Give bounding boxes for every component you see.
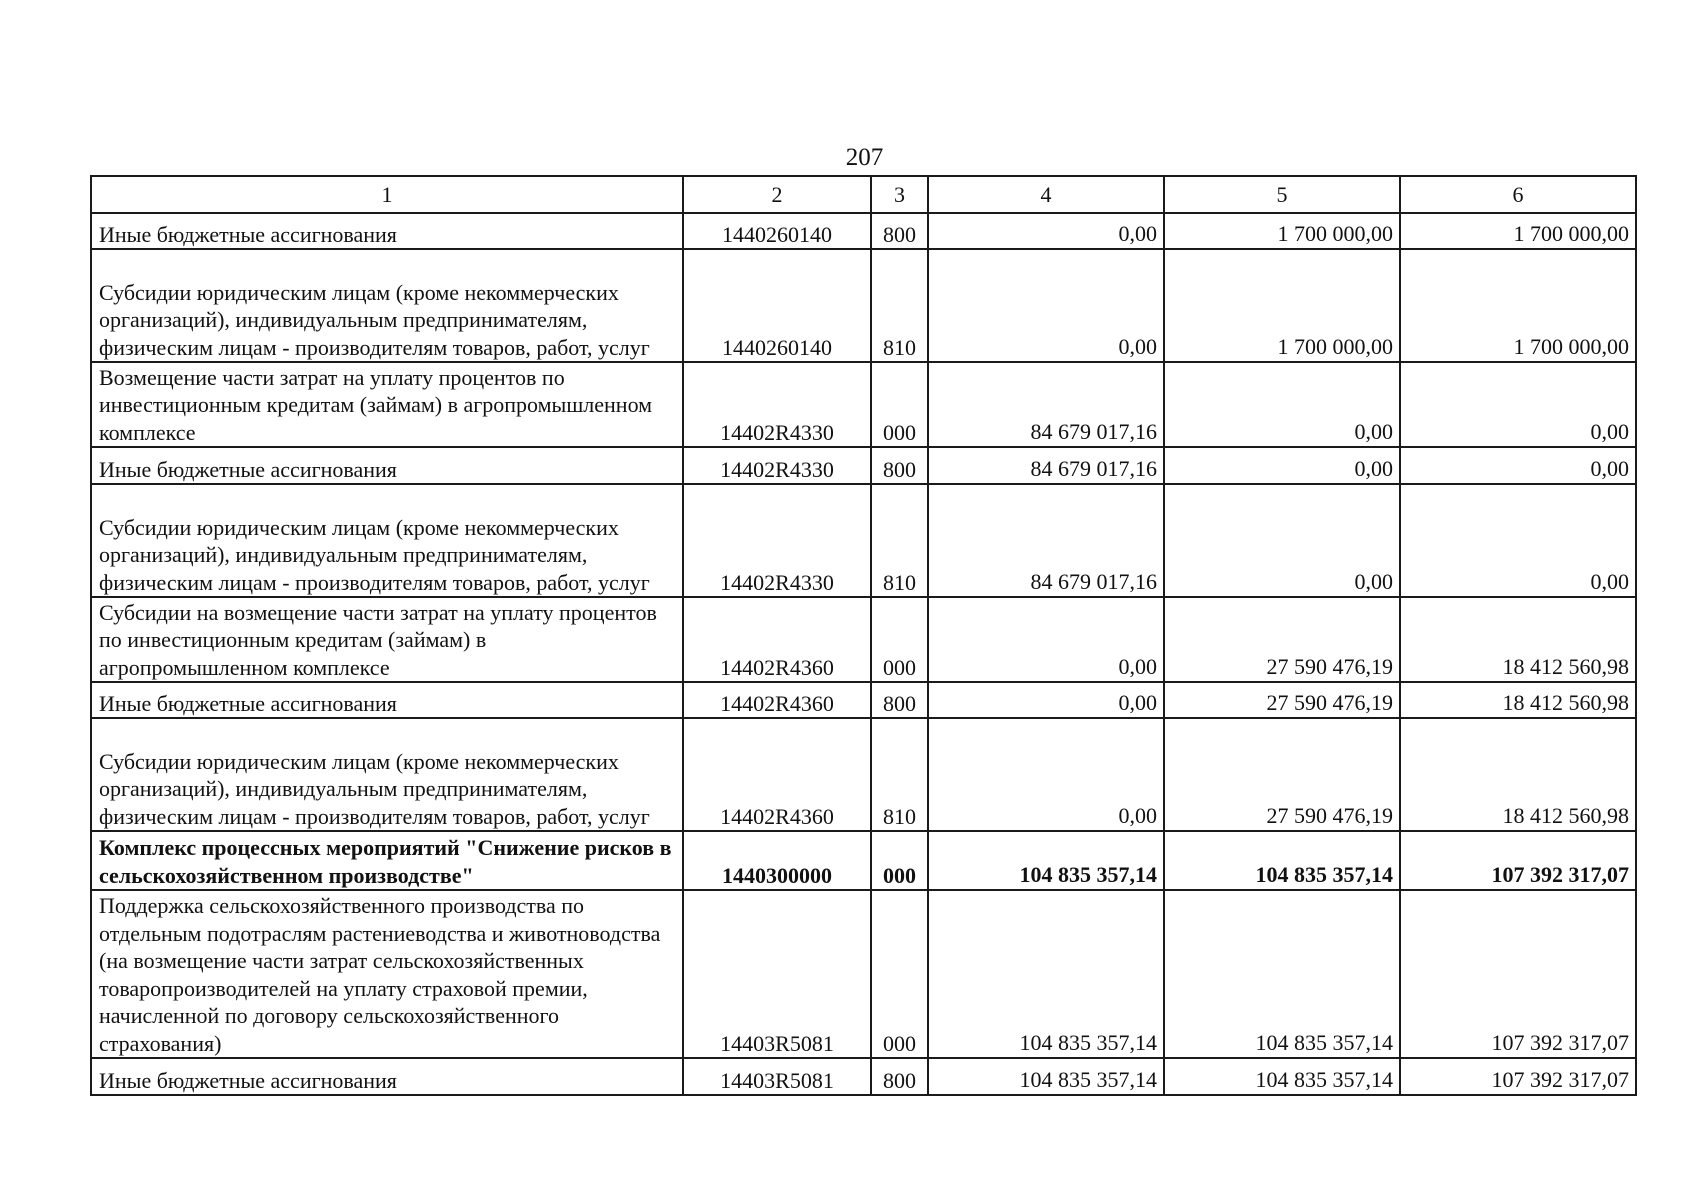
row-value-col-6: 18 412 560,98 xyxy=(1400,597,1636,682)
row-expense-type: 000 xyxy=(871,597,928,682)
row-expense-type: 810 xyxy=(871,718,928,831)
row-value-col-5: 104 835 357,14 xyxy=(1164,890,1400,1058)
row-value-col-5: 1 700 000,00 xyxy=(1164,249,1400,362)
header-col-2: 2 xyxy=(683,176,871,213)
row-name: Иные бюджетные ассигнования xyxy=(91,213,683,249)
header-col-1: 1 xyxy=(91,176,683,213)
row-value-col-6: 0,00 xyxy=(1400,484,1636,597)
row-value-col-4: 0,00 xyxy=(928,597,1164,682)
row-value-col-5: 0,00 xyxy=(1164,484,1400,597)
budget-table xyxy=(90,175,1637,1096)
row-expense-type: 800 xyxy=(871,1058,928,1095)
row-value-col-6: 107 392 317,07 xyxy=(1400,1058,1636,1095)
row-expense-type: 000 xyxy=(871,362,928,447)
table-row xyxy=(91,1058,1636,1095)
row-name: Возмещение части затрат на уплату процентов по инвестиционным кредитам (займам) в агропромышленном комплексе xyxy=(91,362,683,447)
row-value-col-5: 0,00 xyxy=(1164,447,1400,484)
row-value-col-4: 84 679 017,16 xyxy=(928,362,1164,447)
row-name: Субсидии на возмещение части затрат на уплату процентов по инвестиционным кредитам (займам) в агропромышленном комплексе xyxy=(91,597,683,682)
table-row xyxy=(91,447,1636,484)
table-row xyxy=(91,249,1636,362)
row-value-col-6: 1 700 000,00 xyxy=(1400,213,1636,249)
row-value-col-4: 104 835 357,14 xyxy=(928,831,1164,890)
row-value-col-6: 18 412 560,98 xyxy=(1400,682,1636,718)
row-name: Комплекс процессных мероприятий "Снижение рисков в сельскохозяйственном производстве" xyxy=(91,831,683,890)
row-code: 1440260140 xyxy=(683,213,871,249)
row-value-col-6: 107 392 317,07 xyxy=(1400,890,1636,1058)
row-expense-type: 810 xyxy=(871,484,928,597)
row-code: 14402R4330 xyxy=(683,484,871,597)
table-header-row xyxy=(91,176,1636,213)
row-code: 14402R4330 xyxy=(683,447,871,484)
row-value-col-5: 104 835 357,14 xyxy=(1164,831,1400,890)
header-col-4: 4 xyxy=(928,176,1164,213)
row-expense-type: 000 xyxy=(871,890,928,1058)
table-row xyxy=(91,597,1636,682)
row-value-col-5: 1 700 000,00 xyxy=(1164,213,1400,249)
row-value-col-4: 84 679 017,16 xyxy=(928,447,1164,484)
row-code: 1440300000 xyxy=(683,831,871,890)
row-value-col-4: 84 679 017,16 xyxy=(928,484,1164,597)
table-row xyxy=(91,890,1636,1058)
row-code: 14402R4360 xyxy=(683,718,871,831)
row-value-col-5: 0,00 xyxy=(1164,362,1400,447)
row-value-col-6: 18 412 560,98 xyxy=(1400,718,1636,831)
row-value-col-5: 27 590 476,19 xyxy=(1164,718,1400,831)
table-row xyxy=(91,682,1636,718)
row-value-col-5: 27 590 476,19 xyxy=(1164,682,1400,718)
row-name: Субсидии юридическим лицам (кроме некоммерческих организаций), индивидуальным предпринимателям, физическим лицам - производителям товаров, работ, услуг xyxy=(91,718,683,831)
row-expense-type: 810 xyxy=(871,249,928,362)
row-value-col-4: 104 835 357,14 xyxy=(928,1058,1164,1095)
table-row xyxy=(91,484,1636,597)
table-row xyxy=(91,718,1636,831)
row-value-col-4: 0,00 xyxy=(928,213,1164,249)
header-col-5: 5 xyxy=(1164,176,1400,213)
row-name: Субсидии юридическим лицам (кроме некоммерческих организаций), индивидуальным предпринимателям, физическим лицам - производителям товаров, работ, услуг xyxy=(91,249,683,362)
table-row xyxy=(91,213,1636,249)
row-value-col-5: 104 835 357,14 xyxy=(1164,1058,1400,1095)
table-row xyxy=(91,362,1636,447)
header-col-3: 3 xyxy=(871,176,928,213)
row-name: Субсидии юридическим лицам (кроме некоммерческих организаций), индивидуальным предпринимателям, физическим лицам - производителям товаров, работ, услуг xyxy=(91,484,683,597)
row-value-col-6: 107 392 317,07 xyxy=(1400,831,1636,890)
row-value-col-6: 0,00 xyxy=(1400,362,1636,447)
row-code: 14403R5081 xyxy=(683,1058,871,1095)
row-name: Иные бюджетные ассигнования xyxy=(91,1058,683,1095)
row-name: Иные бюджетные ассигнования xyxy=(91,447,683,484)
page-number: 207 xyxy=(845,144,884,171)
row-value-col-4: 104 835 357,14 xyxy=(928,890,1164,1058)
row-code: 1440260140 xyxy=(683,249,871,362)
row-code: 14403R5081 xyxy=(683,890,871,1058)
row-name: Иные бюджетные ассигнования xyxy=(91,682,683,718)
row-code: 14402R4330 xyxy=(683,362,871,447)
header-col-6: 6 xyxy=(1400,176,1636,213)
row-value-col-4: 0,00 xyxy=(928,249,1164,362)
row-value-col-6: 0,00 xyxy=(1400,447,1636,484)
row-value-col-4: 0,00 xyxy=(928,682,1164,718)
row-expense-type: 800 xyxy=(871,447,928,484)
table-row xyxy=(91,831,1636,890)
row-value-col-5: 27 590 476,19 xyxy=(1164,597,1400,682)
row-expense-type: 800 xyxy=(871,213,928,249)
row-value-col-4: 0,00 xyxy=(928,718,1164,831)
row-value-col-6: 1 700 000,00 xyxy=(1400,249,1636,362)
row-name: Поддержка сельскохозяйственного производства по отдельным подотраслям растениеводства и животноводства (на возмещение части затрат сельскохозяйственных товаропроизводителей на уплату страховой премии, начисленной по договору сельскохозяйственного страхования) xyxy=(91,890,683,1058)
row-expense-type: 800 xyxy=(871,682,928,718)
row-expense-type: 000 xyxy=(871,831,928,890)
row-code: 14402R4360 xyxy=(683,597,871,682)
row-code: 14402R4360 xyxy=(683,682,871,718)
